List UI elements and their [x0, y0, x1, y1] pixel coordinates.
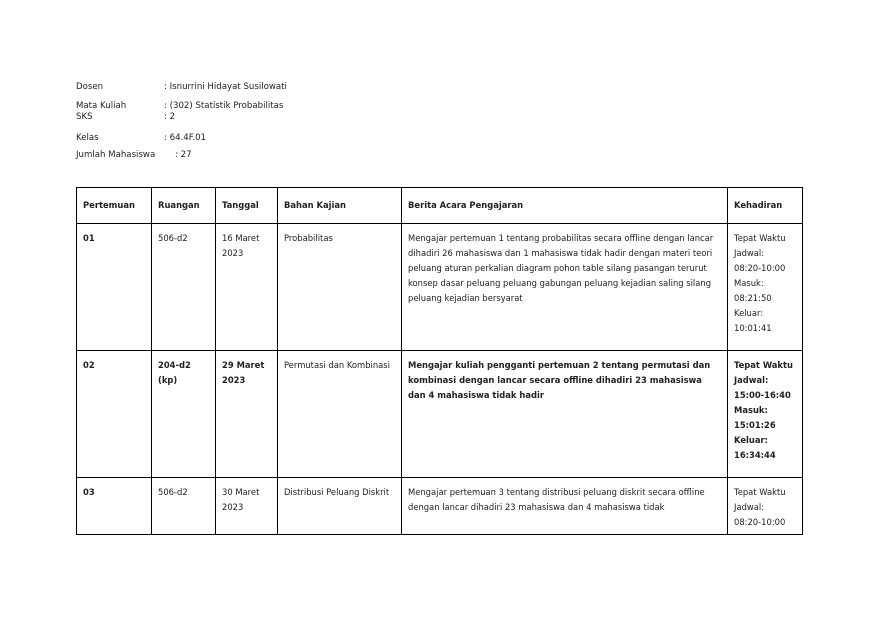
kehadiran-line: Jadwal:: [734, 375, 769, 385]
cell-kehadiran: [728, 478, 803, 535]
cell-ruangan: 506-d2: [152, 478, 216, 535]
table-row: [77, 224, 803, 351]
info-value: : Isnurrini Hidayat Susilowati: [164, 82, 287, 92]
cell-kehadiran: [728, 351, 803, 478]
cell-pertemuan: 01: [77, 224, 152, 351]
cell-kehadiran: [728, 224, 803, 351]
kehadiran-line: Keluar:: [734, 435, 768, 445]
kehadiran-line: 15:00-16:40: [734, 390, 791, 400]
kehadiran-line: Tepat Waktu: [734, 233, 786, 243]
header-berita-acara: Berita Acara Pengajaran: [402, 188, 728, 224]
table-row: [77, 351, 803, 478]
kehadiran-line: 08:20-10:00: [734, 517, 786, 527]
cell-tanggal: 29 Maret 2023: [216, 351, 278, 478]
kehadiran-line: Jadwal:: [734, 502, 765, 512]
kehadiran-line: Masuk:: [734, 405, 768, 415]
header-tanggal: Tanggal: [216, 188, 278, 224]
cell-bahan-kajian: Distribusi Peluang Diskrit: [278, 478, 402, 535]
cell-ruangan: 506-d2: [152, 224, 216, 351]
kehadiran-line: Jadwal:: [734, 248, 765, 258]
info-label: SKS: [76, 112, 93, 122]
cell-ruangan: 204-d2 (kp): [152, 351, 216, 478]
header-ruangan: Ruangan: [152, 188, 216, 224]
kehadiran-line: Keluar:: [734, 308, 764, 318]
cell-tanggal: 30 Maret 2023: [216, 478, 278, 535]
cell-pertemuan: 03: [77, 478, 152, 535]
cell-bahan-kajian: Permutasi dan Kombinasi: [278, 351, 402, 478]
kehadiran-line: 16:34:44: [734, 450, 776, 460]
table-header-row: [77, 188, 803, 224]
header-bahan-kajian: Bahan Kajian: [278, 188, 402, 224]
kehadiran-line: Tepat Waktu: [734, 360, 793, 370]
table-row: [77, 478, 803, 535]
cell-berita-acara: Mengajar pertemuan 3 tentang distribusi peluang diskrit secara offline dengan lancar dihadiri 23 mahasiswa dan 4 mahasiswa tidak: [402, 478, 728, 535]
kehadiran-line: 10:01:41: [734, 323, 772, 333]
info-value: : 27: [175, 150, 192, 160]
kehadiran-line: 08:20-10:00: [734, 263, 786, 273]
info-value: : 2: [164, 112, 175, 122]
kehadiran-line: Masuk:: [734, 278, 764, 288]
info-label: Kelas: [76, 132, 99, 143]
cell-berita-acara: Mengajar kuliah pengganti pertemuan 2 tentang permutasi dan kombinasi dengan lancar secara offline dihadiri 23 mahasiswa dan 4 mahasiswa tidak hadir: [402, 351, 728, 478]
teaching-record-table: [76, 187, 803, 535]
info-label: Jumlah Mahasiswa: [76, 150, 156, 160]
info-value: : 64.4F.01: [164, 133, 206, 143]
info-value: : (302) Statistik Probabilitas: [164, 101, 283, 111]
kehadiran-line: 15:01:26: [734, 420, 776, 430]
info-label: Mata Kuliah: [76, 101, 127, 111]
kehadiran-line: Tepat Waktu: [734, 487, 786, 497]
header-kehadiran: Kehadiran: [728, 188, 803, 224]
cell-bahan-kajian: Probabilitas: [278, 224, 402, 351]
info-label: Dosen: [76, 82, 104, 92]
cell-berita-acara: Mengajar pertemuan 1 tentang probabilitas secara offline dengan lancar dihadiri 26 mahasiswa dan 1 mahasiswa tidak hadir dengan materi teori peluang aturan perkalian diagram pohon table silang pasangan terurut konsep dasar peluang peluang gabungan peluang kejadian saling silang peluang kejadian bersyarat: [402, 224, 728, 351]
kehadiran-line: 08:21:50: [734, 293, 772, 303]
cell-tanggal: 16 Maret 2023: [216, 224, 278, 351]
header-pertemuan: Pertemuan: [77, 188, 152, 224]
cell-pertemuan: 02: [77, 351, 152, 478]
